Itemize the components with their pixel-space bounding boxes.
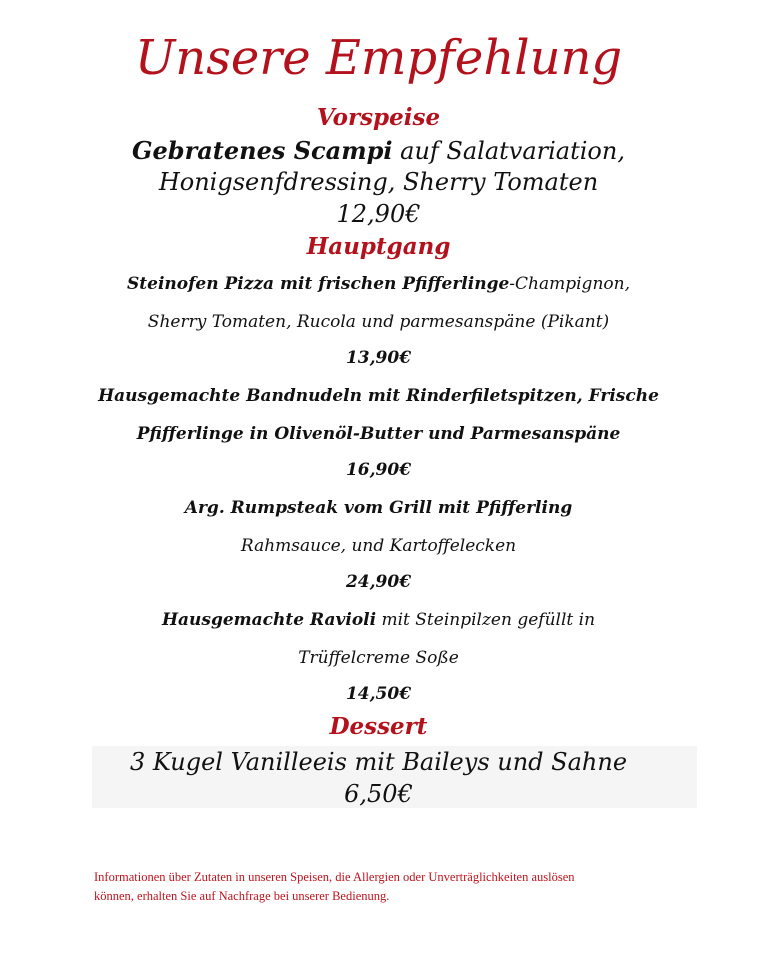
vorspeise-price: 12,90€ <box>336 200 421 228</box>
hauptgang-item-1-name: Steinofen Pizza mit frischen Pfifferlinge <box>127 274 510 294</box>
hauptgang-item-4-line2-text: Trüffelcreme Soße <box>298 648 459 668</box>
hauptgang-item-3-line2 <box>0 536 757 556</box>
vorspeise-description-line2: Honigsenfdressing, Sherry Tomaten <box>158 168 599 196</box>
hauptgang-item-1-detail: -Champignon, <box>509 274 630 294</box>
section-heading-hauptgang: Hauptgang <box>306 233 451 260</box>
hauptgang-item-2-line1 <box>0 386 757 406</box>
hauptgang-item-4-line2 <box>0 648 757 668</box>
allergen-notice <box>94 868 674 906</box>
hauptgang-item-3-name: Arg. Rumpsteak vom Grill mit Pfifferling <box>184 498 573 518</box>
hauptgang-item-4-price: 14,50€ <box>345 684 412 704</box>
vorspeise-dish-name: Gebratenes Scampi <box>132 136 393 165</box>
hauptgang-item-2-line2-bold: Pfifferlinge in Olivenöl-Butter und Parmesanspäne <box>136 424 621 444</box>
hauptgang-item-2-line2 <box>0 424 757 444</box>
hauptgang-item-4-detail: mit Steinpilzen gefüllt in <box>376 610 596 630</box>
hauptgang-item-1-price: 13,90€ <box>345 348 412 368</box>
hauptgang-item-3-line2-text: Rahmsauce, und Kartoffelecken <box>240 536 517 556</box>
dessert-price: 6,50€ <box>344 780 413 808</box>
hauptgang-item-4-name: Hausgemachte Ravioli <box>161 610 377 630</box>
hauptgang-item-3-line1 <box>0 498 757 518</box>
vorspeise-dish-detail: auf Salatvariation, <box>392 137 625 165</box>
dessert-description: 3 Kugel Vanilleeis mit Baileys und Sahne <box>129 748 628 776</box>
hauptgang-item-2-price: 16,90€ <box>345 460 412 480</box>
hauptgang-item-1-line1 <box>0 274 757 294</box>
allergen-notice-line1: Informationen über Zutaten in unseren Speisen, die Allergien oder Unverträglichkeiten auslösen <box>94 870 575 884</box>
hauptgang-item-4-line1 <box>0 610 757 630</box>
hauptgang-item-2-name: Hausgemachte Bandnudeln mit Rinderfiletspitzen, Frische <box>98 386 659 406</box>
allergen-notice-line2: können, erhalten Sie auf Nachfrage bei unserer Bedienung. <box>94 889 390 903</box>
hauptgang-item-3-price: 24,90€ <box>345 572 412 592</box>
section-heading-vorspeise: Vorspeise <box>316 104 441 131</box>
hauptgang-item-1-line2 <box>0 312 757 332</box>
vorspeise-description-line1 <box>0 136 757 165</box>
menu-title: Unsere Empfehlung <box>134 30 623 86</box>
hauptgang-item-1-line2-text: Sherry Tomaten, Rucola und parmesanspäne (Pikant) <box>147 312 610 332</box>
section-heading-dessert: Dessert <box>329 713 428 740</box>
